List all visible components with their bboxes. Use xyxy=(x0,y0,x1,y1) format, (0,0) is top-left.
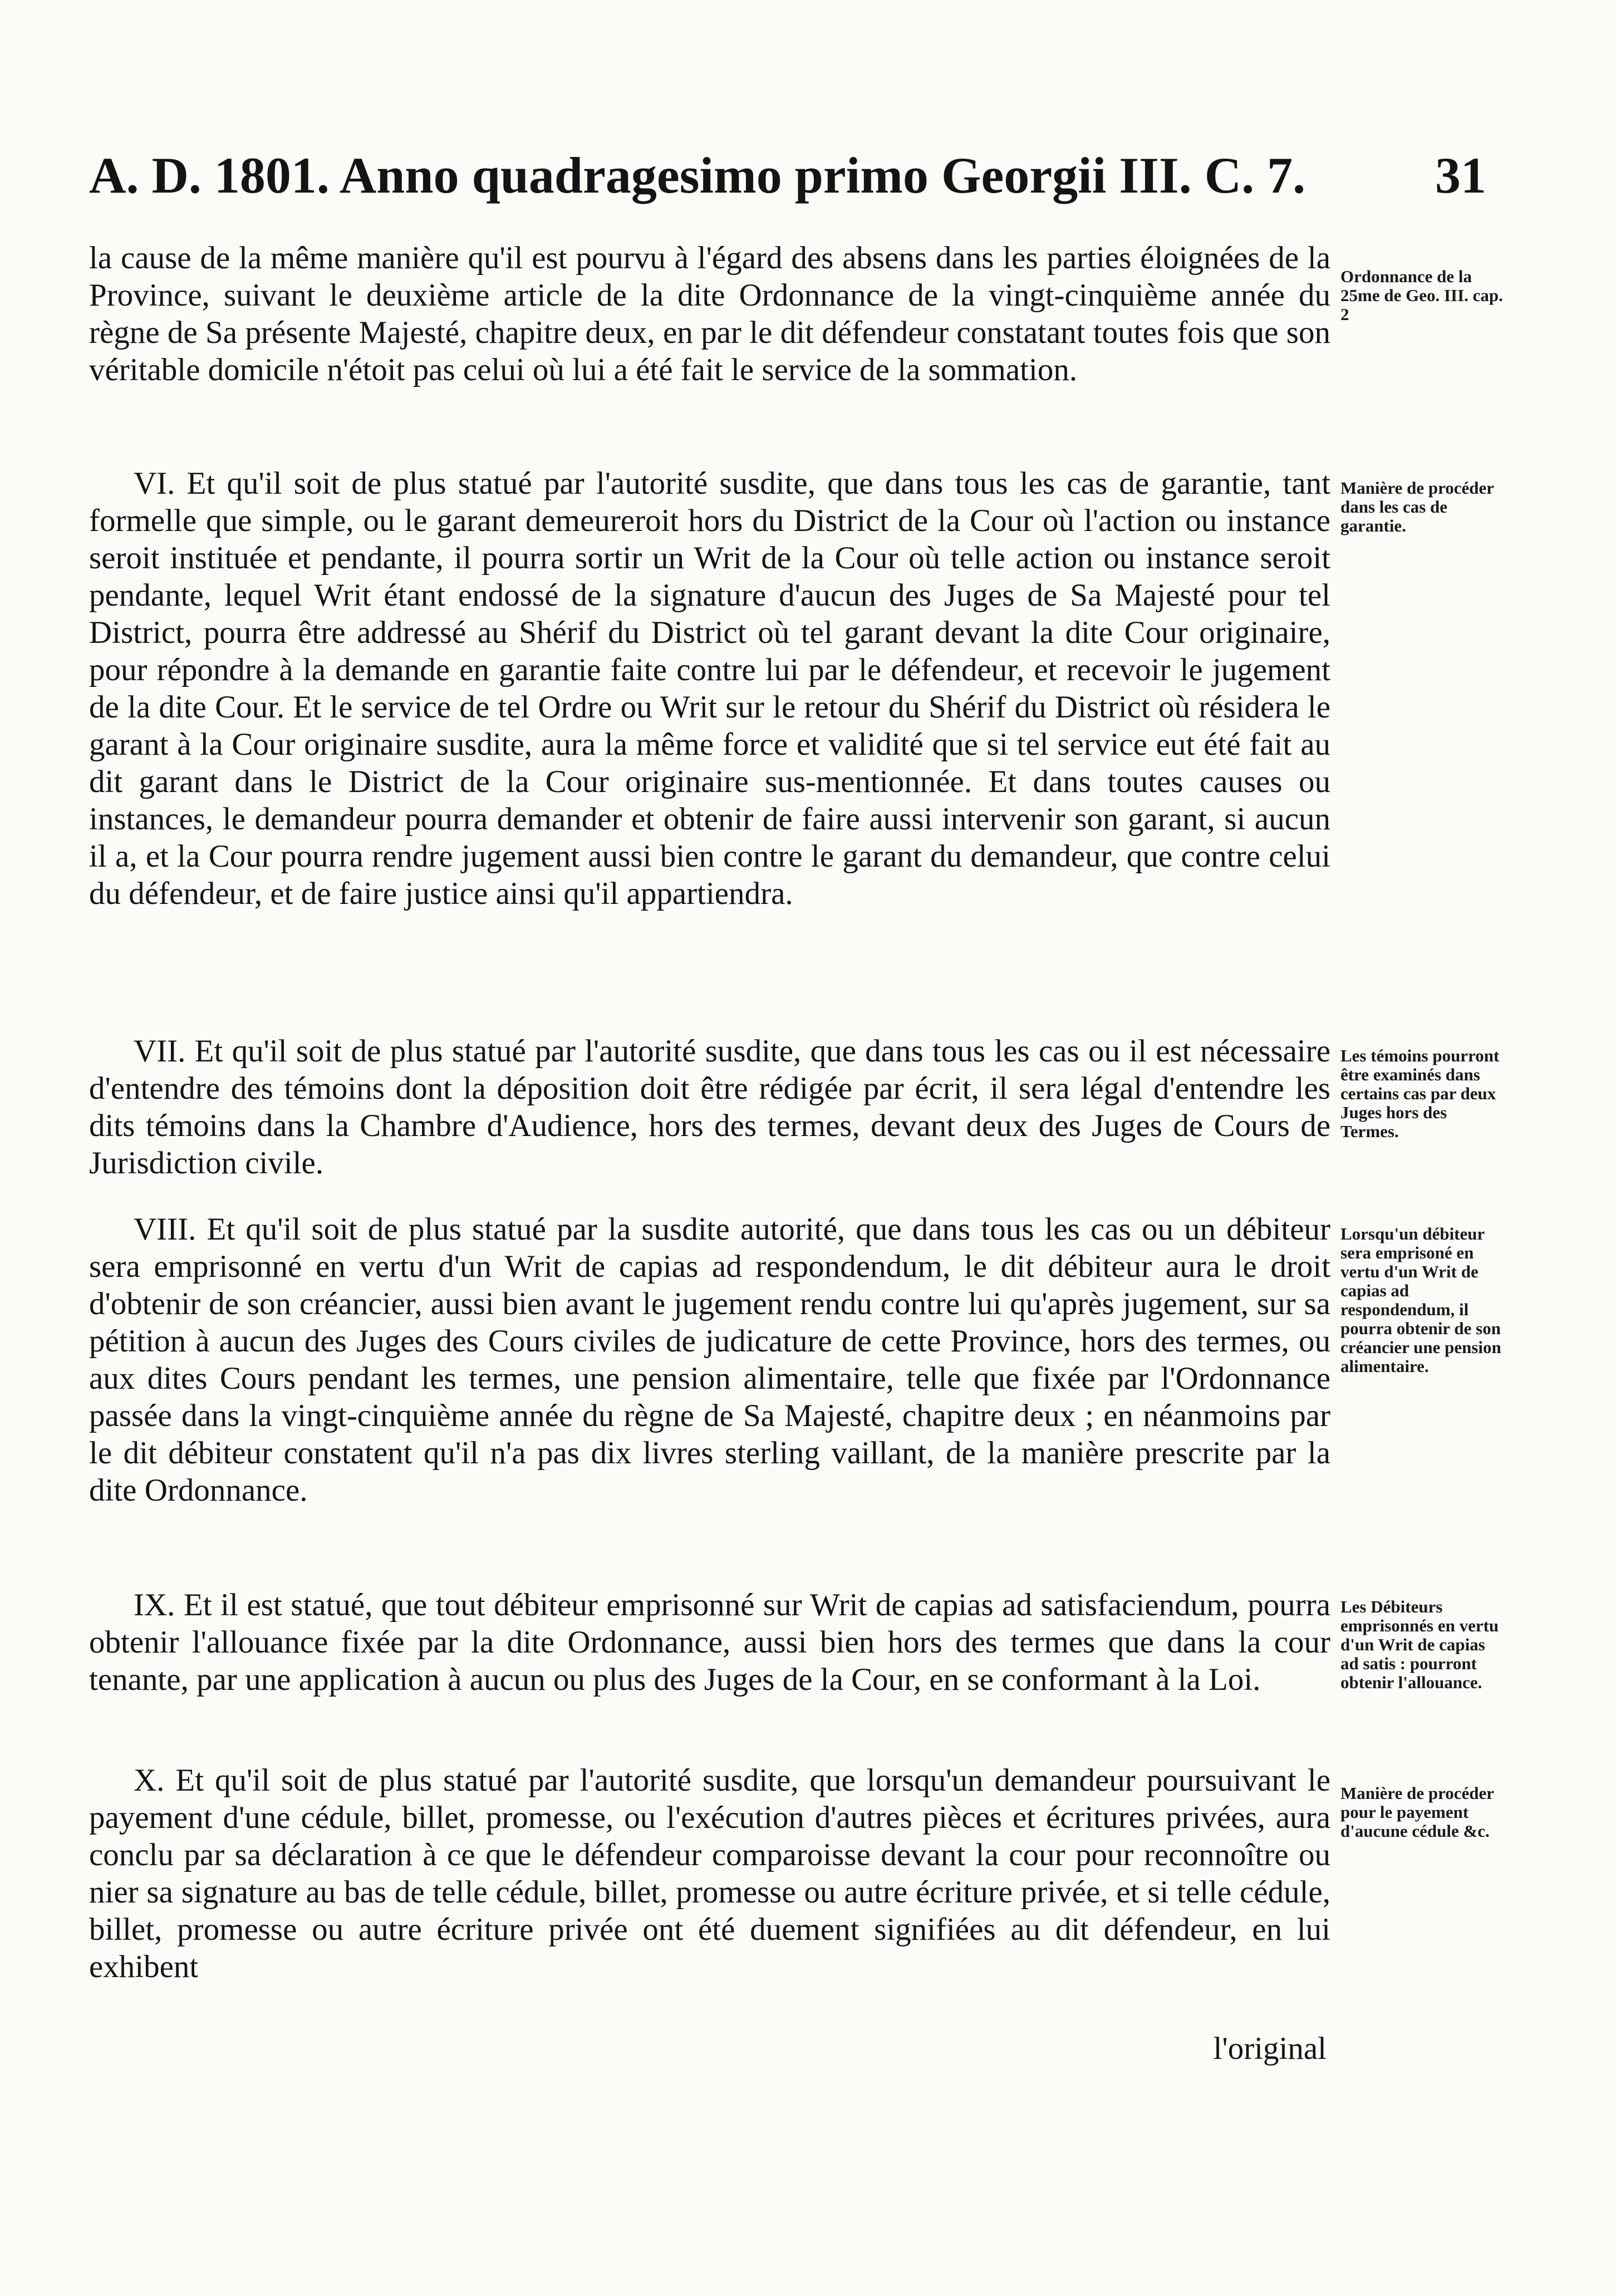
paragraph-continuation: la cause de la même manière qu'il est pourvu à l'égard des absens dans les parties éloignées de la Province, suivant le deuxième article de la dite Ordonnance de la vingt-cinquième année du règne de Sa présente Majesté, chapitre deux, en par le dit défendeur constatant toutes fois que son véritable domicile n'étoit pas celui où lui a été fait le service de la sommation. xyxy=(89,240,1330,387)
page-header xyxy=(89,142,1486,209)
paragraph-ix: IX. Et il est statué, que tout débiteur emprisonné sur Writ de capias ad satisfaciendum, pourra obtenir l'allouance fixée par la dite Ordonnance, aussi bien hors des termes que dans la cour tenante, par une application à aucun ou plus des Juges de la Cour, en se conformant à la Loi. xyxy=(89,1587,1330,1697)
paragraph-vii: VII. Et qu'il soit de plus statué par l'autorité susdite, que dans tous les cas ou il est nécessaire d'entendre des témoins dont la déposition doit être rédigée par écrit, il sera légal d'entendre les dits témoins dans la Chambre d'Audience, hors des termes, devant deux des Juges de Cours de Jurisdiction civile. xyxy=(89,1034,1330,1181)
margin-note-debiteurs-satis: Les Débiteurs emprisonnés en vertu d'un Writ de capias ad satis : pourront obtenir l'allouance. xyxy=(1340,1597,1499,1692)
paragraph-x: X. Et qu'il soit de plus statué par l'autorité susdite, que lorsqu'un demandeur poursuivant le payement d'une cédule, billet, promesse, ou l'exécution d'autres pièces et écritures privées, aura conclu par sa déclaration à ce que le défendeur comparoisse devant la cour pour reconnoître ou nier sa signature au bas de telle cédule, billet, promesse ou autre écriture privée, et si telle cédule, billet, promesse ou autre écriture privée ont été duement signifiées au dit défendeur, en lui exhibent xyxy=(89,1763,1330,1984)
running-title: A. D. 1801. Anno quadragesimo primo Georgii III. C. 7. xyxy=(89,147,1306,204)
paragraph-viii: VIII. Et qu'il soit de plus statué par la susdite autorité, que dans tous les cas ou un débiteur sera emprisonné en vertu d'un Writ de capias ad respondendum, le dit débiteur aura le droit d'obtenir de son créancier, aussi bien avant le jugement rendu contre lui qu'après jugement, sur sa pétition à aucun des Juges des Cours civiles de judicature de cette Province, hors des termes, ou aux dites Cours pendant les termes, une pension alimentaire, telle que fixée par l'Ordonnance passée dans la vingt-cinquième année du règne de Sa Majesté, chapitre deux ; en néanmoins par le dit débiteur constatent qu'il n'a pas dix livres sterling vaillant, de la manière prescrite par la dite Ordonnance. xyxy=(89,1212,1330,1508)
margin-note-cedule: Manière de procéder pour le payement d'aucune cédule &c. xyxy=(1340,1783,1494,1841)
paragraph-vi: VI. Et qu'il soit de plus statué par l'autorité susdite, que dans tous les cas de garantie, tant formelle que simple, ou le garant demeureroit hors du District de la Cour où l'action ou instance seroit instituée et pendante, il pourra sortir un Writ de la Cour où telle action ou instance seroit pendante, lequel Writ étant endossé de la signature d'aucun des Juges de Sa Majesté pour tel District, pourra être addressé au Shérif du District où tel garant devant la dite Cour originaire, pour répondre à la demande en garantie faite contre lui par le défendeur, et recevoir le jugement de la dite Cour. Et le service de tel Ordre ou Writ sur le retour du Shérif du District où résidera le garant à la Cour originaire susdite, aura la même force et validité que si tel service eut été fait au dit garant dans le District de la Cour originaire sus-mentionnée. Et dans toutes causes ou instances, le demandeur pourra demander et obtenir de faire aussi intervenir son garant, si aucun il a, et la Cour pourra rendre jugement aussi bien contre le garant du demandeur, que contre celui du défendeur, et de faire justice ainsi qu'il appartiendra. xyxy=(89,466,1330,911)
margin-note-debiteur: Lorsqu'un débiteur sera emprisoné en vertu d'un Writ de capias ad respondendum, il pourra obtenir de son créancier une pension alimentaire. xyxy=(1340,1224,1501,1376)
page-number: 31 xyxy=(1435,147,1486,204)
margin-note-temoins: Les témoins pourront être examinés dans certains cas par deux Juges hors des Termes. xyxy=(1340,1046,1500,1141)
margin-note-ordonnance: Ordonnance de la 25me de Geo. III. cap. 2 xyxy=(1340,267,1503,324)
catchword: l'original xyxy=(1213,2031,1327,2066)
margin-note-garantie: Manière de procéder dans les cas de garantie. xyxy=(1340,478,1494,535)
